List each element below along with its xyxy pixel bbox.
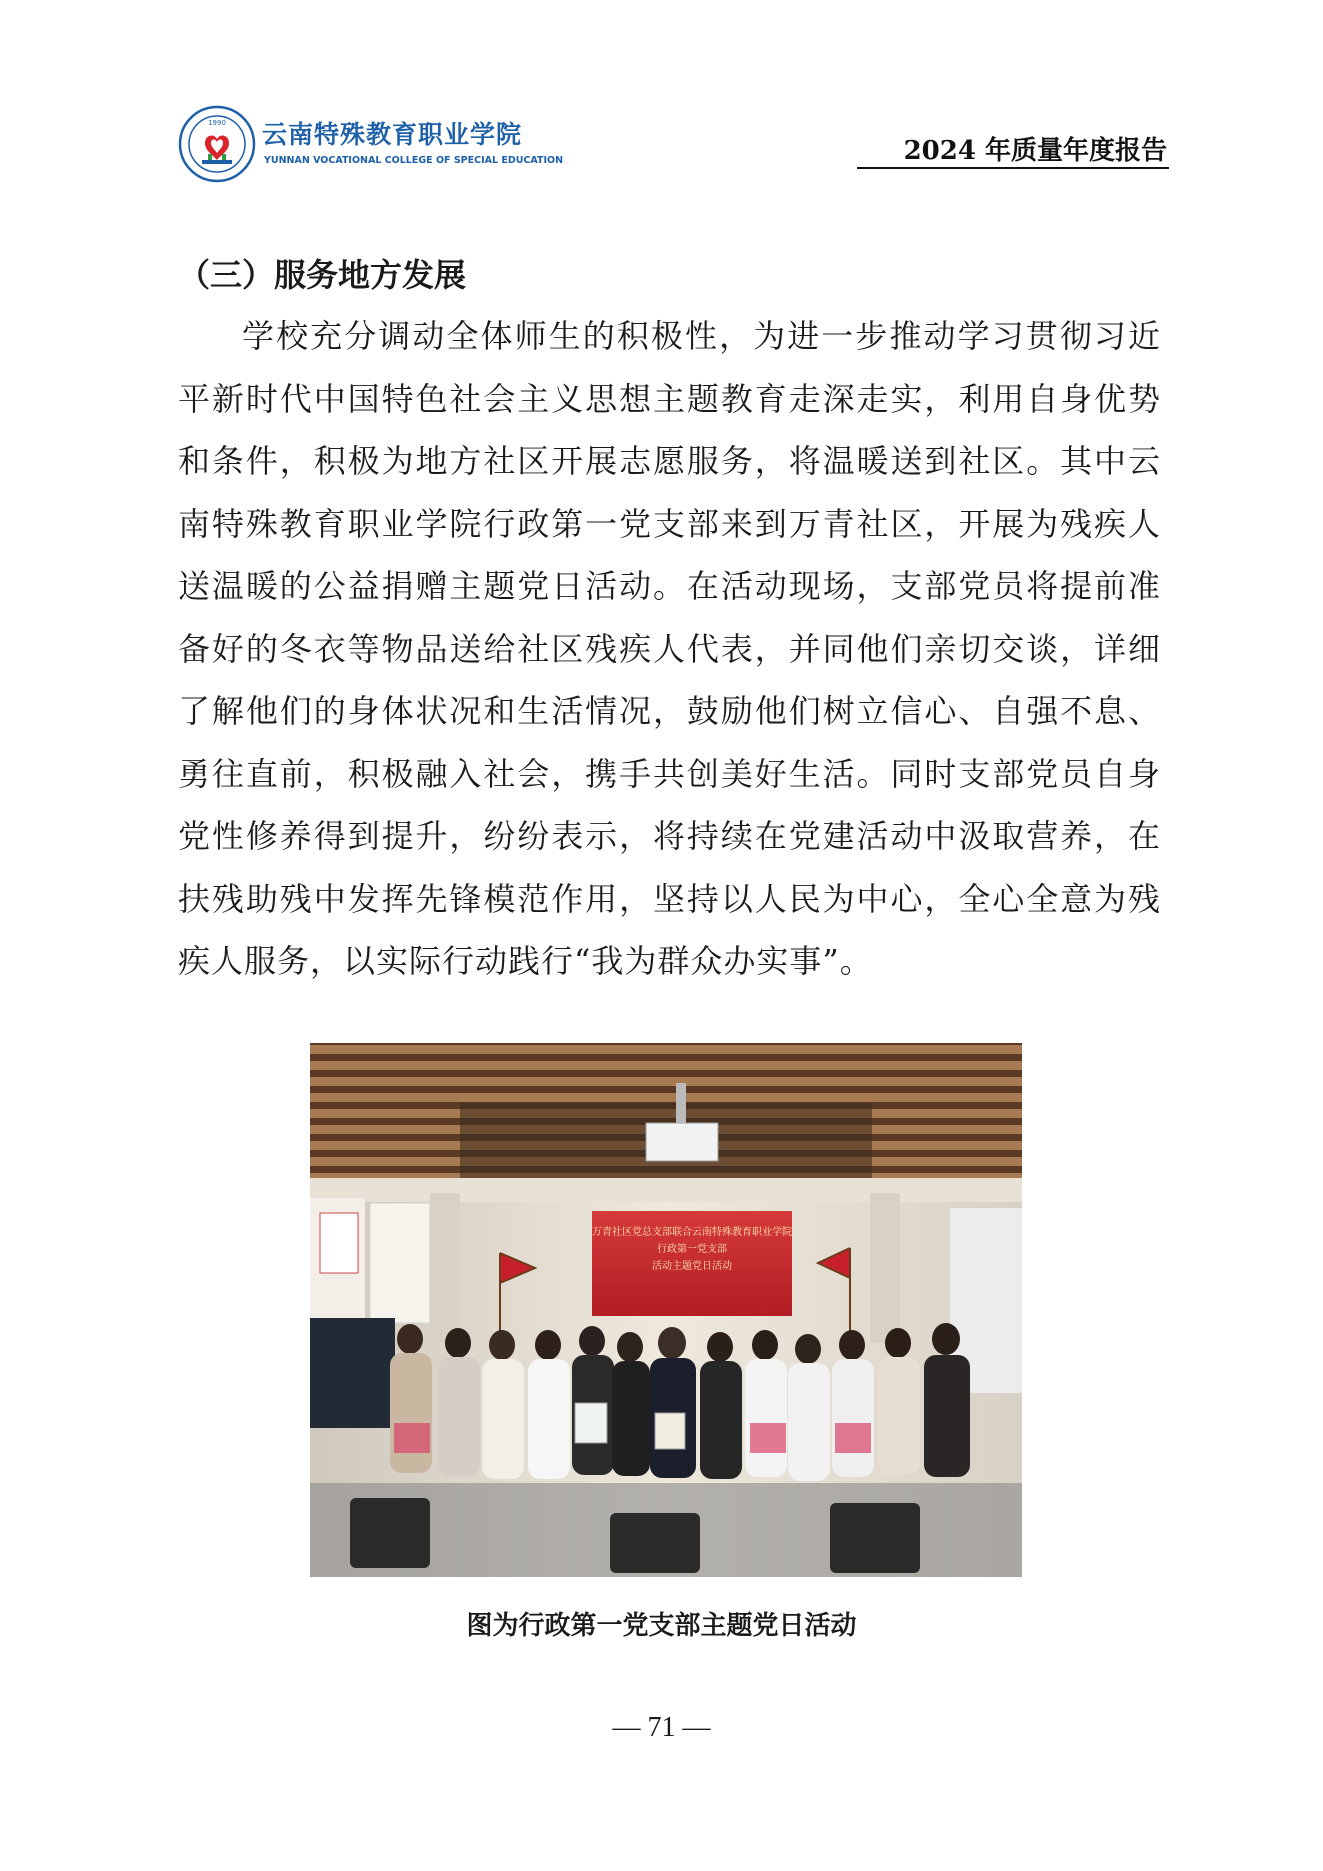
body-paragraph: 学校充分调动全体师生的积极性，为进一步推动学习贯彻习近平新时代中国特色社会主义思想主题教育走深走实，利用自身优势和条件，积极为地方社区开展志愿服务，将温暖送到社区。其中云南特殊教育职业学院行政第一党支部来到万青社区，开展为残疾人送温暖的公益捐赠主题党日活动。在活动现场，支部党员将提前准备好的冬衣等物品送给社区残疾人代表，并同他们亲切交谈，详细了解他们的身体状况和生活情况，鼓励他们树立信心、自强不息、勇往直前，积极融入社会，携手共创美好生活。同时支部党员自身党性修养得到提升，纷纷表示，将持续在党建活动中汲取营养，在扶残助残中发挥先锋模范作用，坚持以人民为中心，全心全意为残疾人服务，以实际行动践行“我为群众办实事”。 bbox=[178, 317, 1161, 980]
section-heading: （三）服务地方发展 bbox=[178, 256, 467, 294]
screen-line-2: 行政第一党支部 bbox=[657, 1244, 727, 1255]
college-logo bbox=[178, 105, 564, 185]
logo-english-name: YUNNAN VOCATIONAL COLLEGE OF SPECIAL EDUCATION bbox=[264, 155, 564, 166]
event-photo bbox=[310, 1043, 1022, 1577]
college-seal-icon bbox=[178, 105, 256, 183]
logo-chinese-name: 云南特殊教育职业学院 bbox=[262, 120, 523, 149]
header-divider bbox=[857, 167, 1169, 169]
screen-line-3: 活动主题党日活动 bbox=[652, 1261, 732, 1272]
photo-caption: 图为行政第一党支部主题党日活动 bbox=[466, 1611, 857, 1641]
logo-year: 1990 bbox=[208, 119, 226, 127]
screen-line-1: 万青社区党总支部联合云南特殊教育职业学院 bbox=[592, 1227, 792, 1238]
report-title: 2024 年质量年度报告 bbox=[903, 136, 1167, 166]
page-number: — 71 — bbox=[612, 1712, 711, 1743]
